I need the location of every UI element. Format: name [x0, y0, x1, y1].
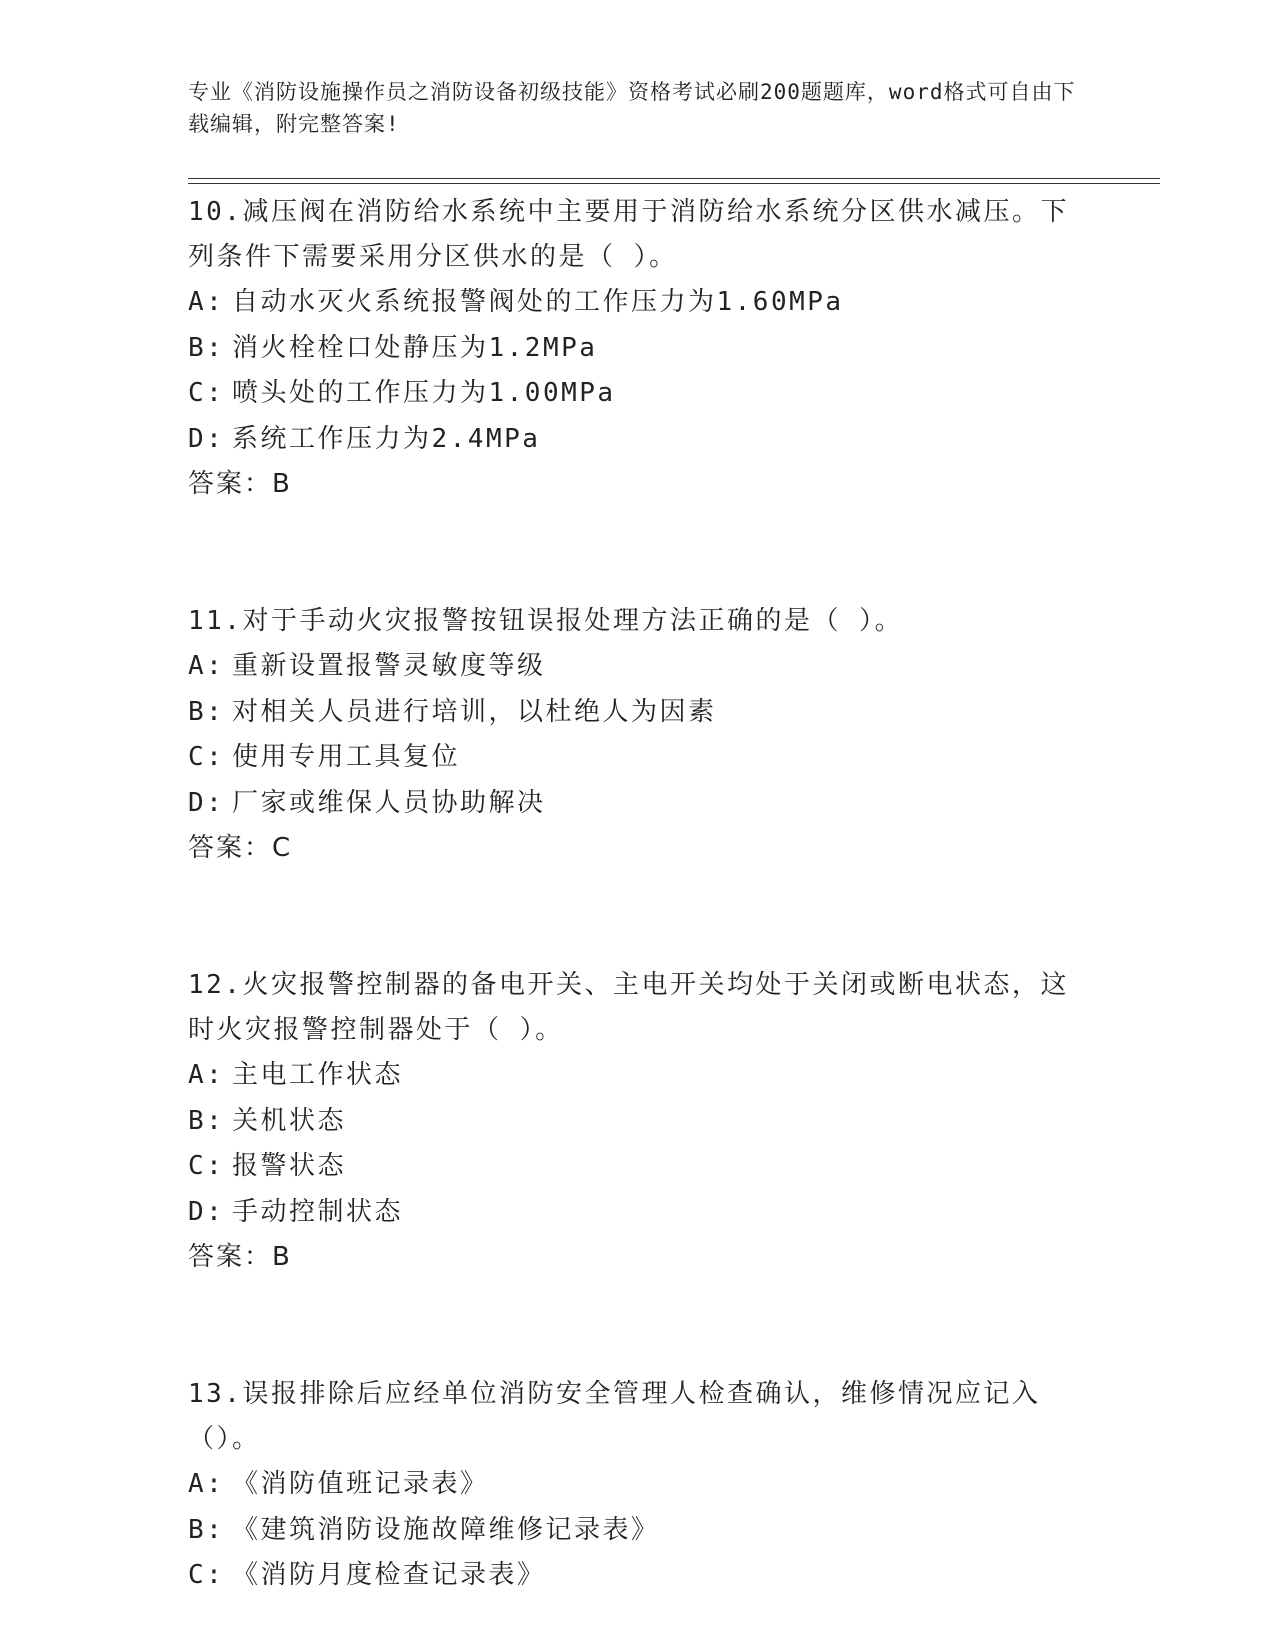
option-c	[188, 735, 1088, 781]
option-label: C:	[188, 742, 225, 772]
option-b	[188, 1099, 1088, 1145]
option-text: 主电工作状态	[232, 1060, 404, 1090]
option-label: B:	[188, 696, 225, 727]
option-label: D:	[188, 423, 225, 454]
question-10	[188, 190, 1088, 507]
header-rule-top	[188, 178, 1160, 179]
option-b	[188, 690, 1088, 736]
option-text: 报警状态	[232, 1151, 347, 1181]
option-a	[188, 644, 1088, 690]
option-text: 关机状态	[232, 1105, 347, 1136]
option-d	[188, 417, 1088, 463]
option-text: 厂家或维保人员协助解决	[232, 787, 546, 818]
option-text: 对相关人员进行培训，以杜绝人为因素	[232, 696, 717, 727]
option-a	[188, 280, 1088, 326]
question-list	[188, 190, 1088, 1599]
option-label: B:	[188, 1105, 225, 1136]
document-header: 专业《消防设施操作员之消防设备初级技能》资格考试必刷200题题库，word格式可自由下载编辑，附完整答案!	[188, 80, 1076, 136]
question-text: 12.火灾报警控制器的备电开关、主电开关均处于关闭或断电状态，这时火灾报警控制器处于（ ）。	[188, 970, 1069, 1045]
option-text: 《消防值班记录表》	[232, 1469, 489, 1499]
answer-line: 答案：B	[188, 469, 292, 499]
question-13	[188, 1372, 1088, 1599]
option-text: 使用专用工具复位	[232, 742, 461, 772]
option-label: D:	[188, 1196, 225, 1227]
option-b	[188, 326, 1088, 372]
option-label: C:	[188, 378, 225, 408]
question-12	[188, 963, 1088, 1280]
option-b	[188, 1508, 1088, 1554]
option-c	[188, 371, 1088, 417]
option-d	[188, 781, 1088, 827]
option-label: C:	[188, 1560, 225, 1590]
answer-line: 答案：C	[188, 833, 293, 863]
header-rule-bottom	[188, 183, 1160, 184]
option-c	[188, 1553, 1088, 1599]
option-label: A:	[188, 651, 225, 681]
option-label: C:	[188, 1151, 225, 1181]
option-text: 《消防月度检查记录表》	[232, 1560, 546, 1590]
option-text: 消火栓栓口处静压为1.2MPa	[232, 332, 598, 363]
option-a	[188, 1053, 1088, 1099]
option-c	[188, 1144, 1088, 1190]
option-text: 系统工作压力为2.4MPa	[232, 423, 541, 454]
option-text: 重新设置报警灵敏度等级	[232, 651, 546, 681]
option-label: B:	[188, 1514, 225, 1545]
question-text: 13.误报排除后应经单位消防安全管理人检查确认，维修情况应记入（）。	[188, 1379, 1041, 1454]
option-d	[188, 1190, 1088, 1236]
option-label: D:	[188, 787, 225, 818]
answer-line: 答案：B	[188, 1242, 292, 1272]
question-spacer	[188, 871, 1088, 963]
option-text: 自动水灭火系统报警阀处的工作压力为1.60MPa	[232, 287, 844, 317]
option-label: A:	[188, 1469, 225, 1499]
option-label: A:	[188, 1060, 225, 1090]
option-text: 手动控制状态	[232, 1196, 404, 1227]
question-text: 11.对于手动火灾报警按钮误报处理方法正确的是（ ）。	[188, 606, 904, 636]
option-label: A:	[188, 287, 225, 317]
option-text: 《建筑消防设施故障维修记录表》	[232, 1514, 660, 1545]
option-text: 喷头处的工作压力为1.00MPa	[232, 378, 616, 408]
question-11	[188, 599, 1088, 871]
question-spacer	[188, 507, 1088, 599]
option-label: B:	[188, 332, 225, 363]
question-text: 10.减压阀在消防给水系统中主要用于消防给水系统分区供水减压。下列条件下需要采用分区供水的是（ ）。	[188, 197, 1069, 272]
question-spacer	[188, 1280, 1088, 1372]
option-a	[188, 1462, 1088, 1508]
